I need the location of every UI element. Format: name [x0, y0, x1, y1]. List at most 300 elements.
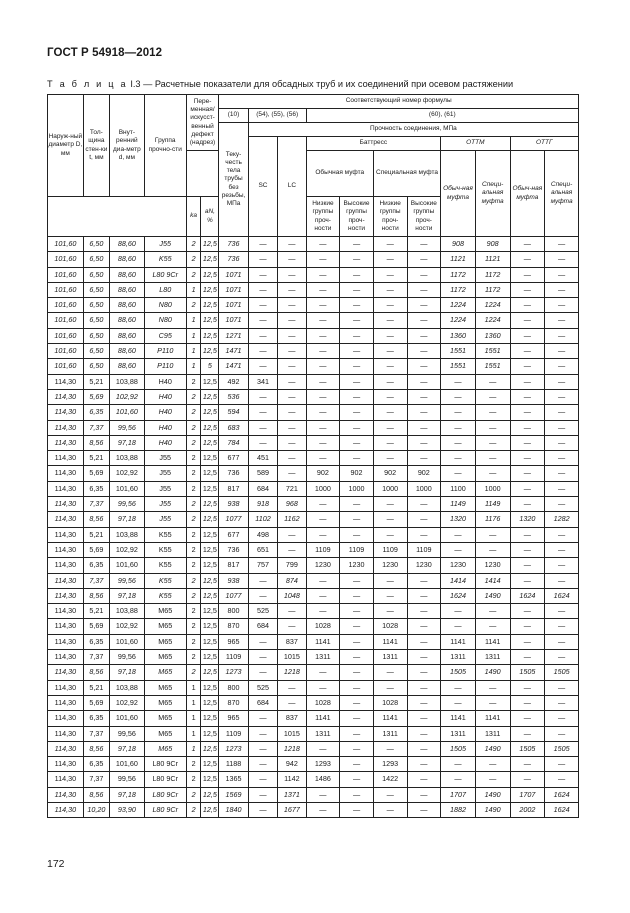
header-ka: ka: [186, 197, 201, 237]
table-cell: 6,50: [83, 298, 109, 313]
table-cell: —: [373, 787, 407, 802]
table-cell: 6,35: [83, 481, 109, 496]
table-cell: —: [545, 328, 579, 343]
table-cell: 1224: [441, 313, 476, 328]
header-buttress-regular-high: Высокие группы проч-ности: [340, 197, 374, 237]
table-cell: 12,5: [201, 466, 219, 481]
table-cell: 5,21: [83, 527, 109, 542]
table-cell: 102,92: [110, 619, 145, 634]
table-cell: 1311: [475, 726, 510, 741]
table-cell: 1882: [441, 802, 476, 817]
table-cell: 12,5: [201, 374, 219, 389]
table-cell: K55: [144, 542, 186, 557]
table-cell: 1365: [219, 772, 248, 787]
table-cell: 1162: [278, 512, 306, 527]
table-cell: —: [407, 787, 441, 802]
table-cell: 594: [219, 405, 248, 420]
table-cell: —: [545, 374, 579, 389]
table-cell: —: [340, 237, 374, 252]
table-row: [48, 726, 579, 741]
table-cell: 1569: [219, 787, 248, 802]
table-cell: —: [407, 359, 441, 374]
table-cell: 12,5: [201, 435, 219, 450]
table-cell: 1141: [373, 711, 407, 726]
table-cell: —: [407, 313, 441, 328]
table-row: [48, 695, 579, 710]
table-row: [48, 542, 579, 557]
table-cell: —: [475, 680, 510, 695]
table-cell: 1224: [475, 298, 510, 313]
table-cell: 968: [278, 497, 306, 512]
table-cell: 114,30: [48, 573, 84, 588]
table-cell: —: [545, 405, 579, 420]
table-cell: 101,60: [110, 481, 145, 496]
table-cell: 114,30: [48, 389, 84, 404]
table-cell: 1224: [475, 313, 510, 328]
table-cell: —: [248, 772, 277, 787]
casing-pipe-strength-table: [47, 94, 579, 818]
table-cell: 12,5: [201, 542, 219, 557]
table-cell: 6,35: [83, 634, 109, 649]
table-cell: 114,30: [48, 695, 84, 710]
table-cell: —: [373, 313, 407, 328]
table-cell: 101,60: [48, 344, 84, 359]
table-cell: 1218: [278, 741, 306, 756]
table-cell: 1624: [441, 588, 476, 603]
table-row: [48, 451, 579, 466]
table-cell: —: [510, 497, 545, 512]
table-cell: 88,60: [110, 252, 145, 267]
table-cell: 908: [475, 237, 510, 252]
table-cell: —: [475, 542, 510, 557]
table-cell: 2: [186, 435, 201, 450]
table-cell: —: [278, 604, 306, 619]
table-cell: 101,60: [110, 558, 145, 573]
table-cell: 88,60: [110, 267, 145, 282]
table-cell: —: [373, 802, 407, 817]
table-cell: 1000: [407, 481, 441, 496]
table-cell: 2: [186, 267, 201, 282]
table-cell: 683: [219, 420, 248, 435]
table-row: [48, 389, 579, 404]
table-cell: 102,92: [110, 466, 145, 481]
table-cell: 7,37: [83, 650, 109, 665]
table-row: [48, 435, 579, 450]
table-cell: 908: [441, 237, 476, 252]
table-cell: L80 9Cr: [144, 267, 186, 282]
table-cell: —: [373, 680, 407, 695]
header-wall-thickness: Тол-щина стен-ки t, мм: [83, 95, 109, 197]
table-cell: 5,69: [83, 466, 109, 481]
table-cell: —: [510, 650, 545, 665]
table-cell: —: [306, 802, 340, 817]
table-cell: J55: [144, 497, 186, 512]
table-cell: 938: [219, 497, 248, 512]
table-cell: —: [278, 344, 306, 359]
table-cell: 12,5: [201, 711, 219, 726]
table-cell: —: [306, 604, 340, 619]
table-cell: —: [278, 313, 306, 328]
table-cell: 2: [186, 665, 201, 680]
header-buttress-regular-low: Низкие группы проч-ности: [306, 197, 340, 237]
table-row: [48, 573, 579, 588]
table-cell: —: [340, 634, 374, 649]
table-cell: —: [545, 634, 579, 649]
table-cell: 1282: [545, 512, 579, 527]
table-cell: L80 9Cr: [144, 802, 186, 817]
table-cell: 12,5: [201, 802, 219, 817]
table-cell: 736: [219, 542, 248, 557]
table-cell: —: [278, 466, 306, 481]
table-cell: 684: [248, 619, 277, 634]
table-cell: 1311: [441, 726, 476, 741]
table-cell: 902: [340, 466, 374, 481]
table-cell: 918: [248, 497, 277, 512]
table-cell: 102,92: [110, 542, 145, 557]
table-cell: 99,56: [110, 772, 145, 787]
table-cell: 1490: [475, 588, 510, 603]
table-cell: 2: [186, 542, 201, 557]
table-cell: —: [248, 634, 277, 649]
table-cell: —: [407, 695, 441, 710]
table-cell: 1000: [340, 481, 374, 496]
table-cell: 114,30: [48, 512, 84, 527]
table-cell: P110: [144, 344, 186, 359]
table-cell: 1490: [475, 787, 510, 802]
header-special-coupling: Специальная муфта: [373, 151, 440, 197]
table-cell: 1230: [373, 558, 407, 573]
table-cell: 1028: [306, 619, 340, 634]
table-cell: 5,21: [83, 604, 109, 619]
table-cell: 114,30: [48, 802, 84, 817]
table-cell: —: [441, 695, 476, 710]
table-cell: —: [340, 497, 374, 512]
table-cell: H40: [144, 405, 186, 420]
table-cell: —: [248, 711, 277, 726]
table-cell: 817: [219, 481, 248, 496]
table-cell: J55: [144, 466, 186, 481]
table-cell: 1172: [441, 267, 476, 282]
table-cell: 1: [186, 328, 201, 343]
table-cell: 902: [373, 466, 407, 481]
table-cell: 1505: [545, 741, 579, 756]
table-cell: 6,35: [83, 558, 109, 573]
table-cell: 8,56: [83, 512, 109, 527]
table-cell: 1000: [373, 481, 407, 496]
table-cell: —: [340, 711, 374, 726]
table-cell: —: [407, 344, 441, 359]
header-sc: SC: [248, 137, 277, 237]
table-cell: —: [475, 374, 510, 389]
table-cell: 2: [186, 558, 201, 573]
table-cell: —: [278, 420, 306, 435]
header-ottm: ОТТМ: [441, 137, 510, 151]
table-cell: 101,60: [48, 252, 84, 267]
table-cell: 114,30: [48, 634, 84, 649]
table-cell: —: [407, 772, 441, 787]
table-cell: 12,5: [201, 481, 219, 496]
table-cell: —: [407, 573, 441, 588]
table-cell: —: [340, 741, 374, 756]
table-cell: —: [373, 451, 407, 466]
table-cell: 1840: [219, 802, 248, 817]
table-cell: —: [373, 267, 407, 282]
table-row: [48, 481, 579, 496]
table-cell: 1172: [441, 282, 476, 297]
table-cell: —: [373, 237, 407, 252]
table-cell: 799: [278, 558, 306, 573]
table-cell: 103,88: [110, 680, 145, 695]
table-cell: —: [278, 267, 306, 282]
table-cell: 1311: [306, 726, 340, 741]
table-cell: 1109: [340, 542, 374, 557]
table-cell: H40: [144, 389, 186, 404]
table-cell: 12,5: [201, 512, 219, 527]
table-cell: 8,56: [83, 665, 109, 680]
table-cell: 1: [186, 711, 201, 726]
table-cell: —: [278, 680, 306, 695]
table-cell: —: [248, 405, 277, 420]
table-cell: 536: [219, 389, 248, 404]
table-cell: —: [475, 604, 510, 619]
table-cell: —: [545, 711, 579, 726]
table-cell: —: [441, 405, 476, 420]
table-row: [48, 711, 579, 726]
table-cell: —: [510, 420, 545, 435]
table-cell: 525: [248, 680, 277, 695]
table-cell: 1102: [248, 512, 277, 527]
table-cell: 101,60: [110, 634, 145, 649]
table-row: [48, 497, 579, 512]
table-header: [48, 95, 579, 237]
header-inner-diameter: Внут-ренний диа-метр d, мм: [110, 95, 145, 197]
table-cell: —: [340, 298, 374, 313]
table-cell: 1311: [475, 650, 510, 665]
table-cell: —: [510, 726, 545, 741]
table-cell: 1109: [407, 542, 441, 557]
table-cell: —: [248, 420, 277, 435]
table-cell: —: [407, 497, 441, 512]
table-cell: 101,60: [48, 313, 84, 328]
table-cell: 99,56: [110, 726, 145, 741]
table-cell: 498: [248, 527, 277, 542]
table-row: [48, 650, 579, 665]
table-cell: 1230: [475, 558, 510, 573]
table-cell: 1: [186, 359, 201, 374]
table-cell: 5,69: [83, 619, 109, 634]
table-cell: —: [510, 634, 545, 649]
table-cell: 1293: [306, 757, 340, 772]
table-cell: K55: [144, 527, 186, 542]
table-cell: —: [407, 237, 441, 252]
table-cell: —: [306, 344, 340, 359]
table-cell: —: [306, 405, 340, 420]
table-row: [48, 787, 579, 802]
table-cell: 12,5: [201, 619, 219, 634]
table-cell: —: [441, 374, 476, 389]
table-row: [48, 665, 579, 680]
table-cell: —: [407, 726, 441, 741]
table-cell: —: [248, 588, 277, 603]
table-cell: 114,30: [48, 726, 84, 741]
table-cell: —: [545, 573, 579, 588]
table-cell: 1188: [219, 757, 248, 772]
table-row: [48, 802, 579, 817]
table-cell: 1077: [219, 588, 248, 603]
table-cell: —: [545, 389, 579, 404]
table-cell: M65: [144, 695, 186, 710]
table-cell: 12,5: [201, 267, 219, 282]
table-cell: 1551: [475, 344, 510, 359]
table-cell: —: [475, 451, 510, 466]
table-cell: 1505: [545, 665, 579, 680]
table-cell: —: [373, 405, 407, 420]
table-cell: —: [306, 527, 340, 542]
table-cell: 1141: [441, 634, 476, 649]
table-cell: 1422: [373, 772, 407, 787]
table-cell: 1071: [219, 298, 248, 313]
table-cell: 5,21: [83, 451, 109, 466]
table-cell: 589: [248, 466, 277, 481]
table-cell: 902: [407, 466, 441, 481]
table-cell: 114,30: [48, 466, 84, 481]
table-cell: —: [510, 313, 545, 328]
table-cell: —: [373, 420, 407, 435]
table-cell: 1486: [306, 772, 340, 787]
table-cell: 1028: [373, 619, 407, 634]
table-cell: —: [278, 298, 306, 313]
table-cell: 1: [186, 313, 201, 328]
header-an: aN, %: [201, 197, 219, 237]
header-connection-strength: Прочность соединения, МПа: [248, 123, 578, 137]
table-cell: J55: [144, 451, 186, 466]
table-cell: 938: [219, 573, 248, 588]
table-cell: —: [306, 359, 340, 374]
table-cell: —: [278, 405, 306, 420]
table-cell: —: [441, 604, 476, 619]
table-cell: 8,56: [83, 435, 109, 450]
header-formula-60-61: (60), (61): [306, 109, 578, 123]
table-cell: 6,50: [83, 282, 109, 297]
table-cell: 1624: [545, 802, 579, 817]
table-cell: 1172: [475, 282, 510, 297]
table-cell: —: [475, 466, 510, 481]
table-cell: 8,56: [83, 588, 109, 603]
header-outer-diameter: Наруж-ный диаметр D, мм: [48, 95, 84, 197]
table-cell: 8,56: [83, 787, 109, 802]
table-cell: —: [475, 527, 510, 542]
table-cell: 942: [278, 757, 306, 772]
table-row: [48, 298, 579, 313]
table-row: [48, 359, 579, 374]
table-cell: 2: [186, 757, 201, 772]
table-cell: 1293: [373, 757, 407, 772]
table-cell: 1121: [475, 252, 510, 267]
table-cell: —: [475, 435, 510, 450]
table-body: [48, 237, 579, 818]
table-cell: 874: [278, 573, 306, 588]
table-cell: 1490: [475, 741, 510, 756]
table-cell: —: [510, 481, 545, 496]
table-cell: 114,30: [48, 558, 84, 573]
table-cell: 1271: [219, 328, 248, 343]
table-cell: 1273: [219, 665, 248, 680]
table-cell: —: [306, 298, 340, 313]
table-cell: —: [407, 588, 441, 603]
table-cell: 677: [219, 527, 248, 542]
table-cell: —: [441, 757, 476, 772]
table-cell: 6,50: [83, 359, 109, 374]
table-cell: 114,30: [48, 435, 84, 450]
table-cell: 97,18: [110, 588, 145, 603]
table-cell: 1071: [219, 282, 248, 297]
table-cell: 5,21: [83, 374, 109, 389]
table-cell: 817: [219, 558, 248, 573]
table-row: [48, 680, 579, 695]
table-cell: —: [407, 512, 441, 527]
table-cell: 1471: [219, 359, 248, 374]
table-cell: 12,5: [201, 451, 219, 466]
table-cell: —: [340, 451, 374, 466]
table-cell: —: [373, 512, 407, 527]
table-cell: 101,60: [48, 298, 84, 313]
header-pipe-body-yield: Теку-честь тела трубы без резьбы, МПа: [219, 123, 248, 237]
table-cell: —: [340, 252, 374, 267]
table-cell: 2: [186, 374, 201, 389]
table-cell: 837: [278, 711, 306, 726]
table-cell: 12,5: [201, 282, 219, 297]
table-cell: 341: [248, 374, 277, 389]
table-cell: 114,30: [48, 481, 84, 496]
table-cell: 1109: [373, 542, 407, 557]
table-cell: —: [340, 374, 374, 389]
table-cell: 870: [219, 619, 248, 634]
table-cell: 2: [186, 787, 201, 802]
table-cell: —: [340, 665, 374, 680]
table-cell: 101,60: [110, 405, 145, 420]
table-cell: —: [248, 787, 277, 802]
table-cell: —: [340, 267, 374, 282]
table-row: [48, 405, 579, 420]
table-cell: —: [475, 695, 510, 710]
table-cell: 1551: [441, 344, 476, 359]
table-cell: 1311: [373, 650, 407, 665]
table-cell: —: [306, 374, 340, 389]
table-cell: —: [407, 282, 441, 297]
table-cell: —: [340, 435, 374, 450]
table-cell: —: [248, 298, 277, 313]
table-cell: 88,60: [110, 344, 145, 359]
table-cell: N80: [144, 313, 186, 328]
table-row: [48, 252, 579, 267]
table-cell: 114,30: [48, 497, 84, 512]
table-cell: 1273: [219, 741, 248, 756]
table-cell: 965: [219, 634, 248, 649]
table-cell: —: [306, 282, 340, 297]
table-cell: 114,30: [48, 757, 84, 772]
table-cell: —: [373, 588, 407, 603]
table-cell: —: [441, 772, 476, 787]
table-cell: 88,60: [110, 298, 145, 313]
table-cell: —: [306, 313, 340, 328]
table-cell: —: [340, 772, 374, 787]
table-cell: —: [373, 665, 407, 680]
table-cell: —: [340, 650, 374, 665]
table-cell: 6,35: [83, 757, 109, 772]
table-cell: 492: [219, 374, 248, 389]
table-cell: 1: [186, 680, 201, 695]
table-cell: 6,50: [83, 328, 109, 343]
